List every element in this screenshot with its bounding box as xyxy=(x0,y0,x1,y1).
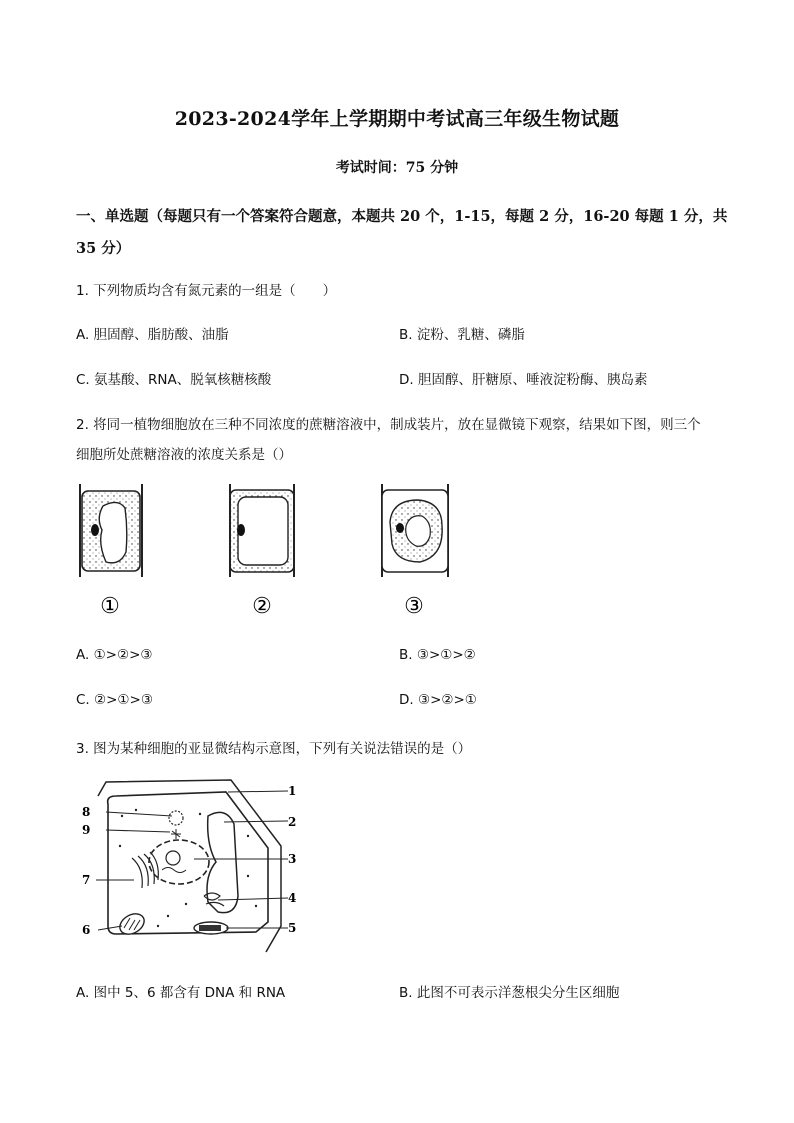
question-2-stem-line2: 细胞所处蔗糖溶液的浓度关系是（） xyxy=(76,447,292,463)
exam-time: 考试时间：75 分钟 xyxy=(335,160,459,176)
section-heading: 一、单选题（每题只有一个答案符合题意，本题共 20 个，1-15，每题 2 分，16-20 每题 1 分，共 35 分） xyxy=(76,208,728,257)
question-2-option-c: C. ②>①>③ xyxy=(76,692,153,708)
figure-number-6: 6 xyxy=(82,923,91,937)
cell-3-diagram xyxy=(382,484,448,577)
cell-ultrastructure-figure xyxy=(76,776,316,956)
cell-2-label: ② xyxy=(252,594,272,619)
figure-number-2: 2 xyxy=(288,815,297,829)
figure-number-1: 1 xyxy=(288,784,297,798)
question-2-stem-line1: 2. 将同一植物细胞放在三种不同浓度的蔗糖溶液中，制成装片，放在显微镜下观察，结果如下图，则三个 xyxy=(76,417,701,433)
question-3-stem: 3. 图为某种细胞的亚显微结构示意图，下列有关说法错误的是（） xyxy=(76,741,472,757)
question-2-option-a: A. ①>②>③ xyxy=(76,647,153,663)
question-1-option-b: B. 淀粉、乳糖、磷脂 xyxy=(399,327,525,343)
question-1-option-c: C. 氨基酸、RNA、脱氧核糖核酸 xyxy=(76,372,272,388)
question-1-option-a: A. 胆固醇、脂肪酸、油脂 xyxy=(76,327,229,343)
cell-2-diagram xyxy=(230,484,294,577)
figure-number-4: 4 xyxy=(288,891,297,905)
plasmolysis-figure xyxy=(70,482,470,622)
figure-number-8: 8 xyxy=(82,805,91,819)
cell-3-label: ③ xyxy=(404,594,424,619)
cell-1-label: ① xyxy=(100,594,120,619)
exam-title: 2023-2024学年上学期期中考试高三年级生物试题 xyxy=(174,108,620,130)
figure-number-3: 3 xyxy=(288,852,297,866)
question-1-option-d: D. 胆固醇、肝糖原、唾液淀粉酶、胰岛素 xyxy=(399,372,648,388)
cell-1-diagram xyxy=(80,484,142,577)
figure-number-7: 7 xyxy=(82,873,91,887)
question-1-stem: 1. 下列物质均含有氮元素的一组是（ ） xyxy=(76,283,337,299)
figure-number-9: 9 xyxy=(82,823,91,837)
question-2-option-d: D. ③>②>① xyxy=(399,692,477,708)
figure-number-5: 5 xyxy=(288,921,297,935)
question-2-option-b: B. ③>①>② xyxy=(399,647,476,663)
question-3-option-a: A. 图中 5、6 都含有 DNA 和 RNA xyxy=(76,985,286,1001)
question-3-option-b: B. 此图不可表示洋葱根尖分生区细胞 xyxy=(399,985,620,1001)
